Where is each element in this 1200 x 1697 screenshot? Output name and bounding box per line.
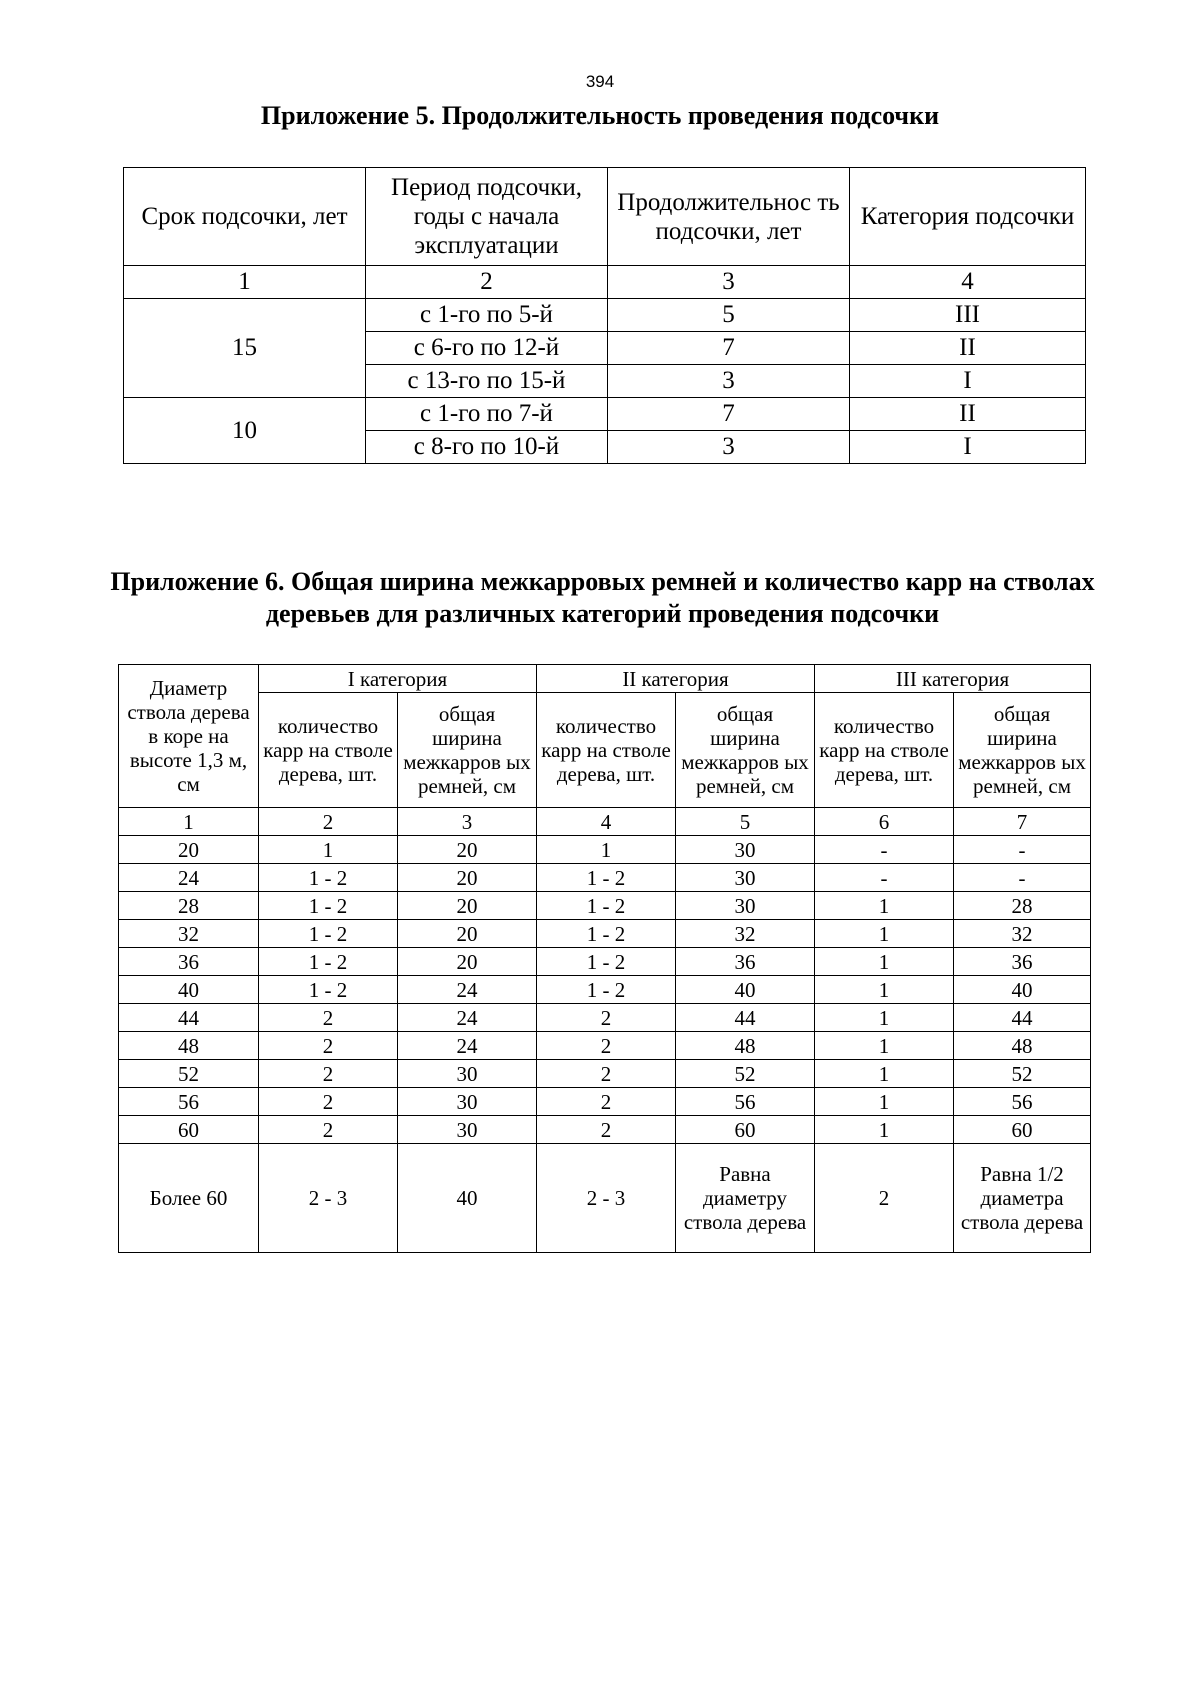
- category-header: II категория: [537, 665, 815, 693]
- table-row: [119, 1144, 1091, 1253]
- value-cell: -: [954, 836, 1091, 864]
- value-cell: 24: [398, 1032, 537, 1060]
- column-number: 2: [366, 266, 608, 299]
- header-cell: Категория подсочки: [850, 168, 1086, 266]
- column-number: 2: [259, 808, 398, 836]
- appendix5-title: Приложение 5. Продолжительность проведения подсочки: [260, 101, 940, 130]
- value-cell: 20: [398, 836, 537, 864]
- diameter-cell: Более 60: [119, 1144, 259, 1253]
- period-cell: с 1-го по 5-й: [366, 299, 608, 332]
- value-cell: 24: [398, 976, 537, 1004]
- value-cell: 28: [954, 892, 1091, 920]
- duration-cell: 7: [608, 398, 850, 431]
- value-cell: 2: [259, 1088, 398, 1116]
- table-row: [119, 1004, 1091, 1032]
- column-number: 1: [124, 266, 366, 299]
- value-cell: 1 - 2: [537, 948, 676, 976]
- column-number: 4: [537, 808, 676, 836]
- value-cell: 48: [954, 1032, 1091, 1060]
- table-row: [119, 920, 1091, 948]
- value-cell: 20: [398, 920, 537, 948]
- sub-header-count: количество карр на стволе дерева, шт.: [259, 693, 398, 808]
- table-row: [119, 976, 1091, 1004]
- value-cell: 44: [954, 1004, 1091, 1032]
- value-cell: 1 - 2: [537, 892, 676, 920]
- period-cell: с 8-го по 10-й: [366, 431, 608, 464]
- value-cell: 52: [954, 1060, 1091, 1088]
- value-cell: Равна 1/2 диаметра ствола дерева: [954, 1144, 1091, 1253]
- value-cell: 20: [398, 948, 537, 976]
- value-cell: 1 - 2: [259, 892, 398, 920]
- category-header-row: [119, 665, 1091, 693]
- table-row: [119, 1032, 1091, 1060]
- sub-header-width: общая ширина межкарров ых ремней, см: [954, 693, 1091, 808]
- column-number: 4: [850, 266, 1086, 299]
- term-cell: 10: [124, 398, 366, 464]
- duration-cell: 3: [608, 431, 850, 464]
- value-cell: 56: [954, 1088, 1091, 1116]
- diameter-cell: 44: [119, 1004, 259, 1032]
- diameter-cell: 20: [119, 836, 259, 864]
- column-number-row: [124, 266, 1086, 299]
- value-cell: 1 - 2: [537, 976, 676, 1004]
- value-cell: 24: [398, 1004, 537, 1032]
- category-cell: I: [850, 431, 1086, 464]
- value-cell: 1: [537, 836, 676, 864]
- value-cell: 36: [676, 948, 815, 976]
- sub-header-count: количество карр на стволе дерева, шт.: [537, 693, 676, 808]
- sub-header-row: [119, 693, 1091, 808]
- value-cell: 20: [398, 892, 537, 920]
- value-cell: 1 - 2: [259, 920, 398, 948]
- category-header: I категория: [259, 665, 537, 693]
- period-cell: с 1-го по 7-й: [366, 398, 608, 431]
- value-cell: 20: [398, 864, 537, 892]
- table-header-row: [124, 168, 1086, 266]
- value-cell: 44: [676, 1004, 815, 1032]
- term-cell: 15: [124, 299, 366, 398]
- period-cell: с 6-го по 12-й: [366, 332, 608, 365]
- value-cell: 2 - 3: [259, 1144, 398, 1253]
- header-cell: Период подсочки, годы с начала эксплуатации: [366, 168, 608, 266]
- value-cell: 1: [815, 1116, 954, 1144]
- value-cell: 1 - 2: [259, 864, 398, 892]
- sub-header-width: общая ширина межкарров ых ремней, см: [676, 693, 815, 808]
- value-cell: 1: [815, 976, 954, 1004]
- value-cell: -: [815, 864, 954, 892]
- value-cell: -: [815, 836, 954, 864]
- column-number-row: [119, 808, 1091, 836]
- value-cell: 40: [398, 1144, 537, 1253]
- value-cell: 40: [676, 976, 815, 1004]
- diameter-cell: 56: [119, 1088, 259, 1116]
- value-cell: -: [954, 864, 1091, 892]
- header-cell: Продолжительнос ть подсочки, лет: [608, 168, 850, 266]
- diameter-cell: 24: [119, 864, 259, 892]
- diameter-cell: 32: [119, 920, 259, 948]
- sub-header-width: общая ширина межкарров ых ремней, см: [398, 693, 537, 808]
- duration-cell: 5: [608, 299, 850, 332]
- value-cell: 2: [537, 1116, 676, 1144]
- value-cell: 30: [676, 864, 815, 892]
- diameter-header: Диаметр ствола дерева в коре на высоте 1,3 м, см: [119, 665, 259, 808]
- value-cell: 48: [676, 1032, 815, 1060]
- table-row: [119, 836, 1091, 864]
- value-cell: 2: [815, 1144, 954, 1253]
- duration-cell: 7: [608, 332, 850, 365]
- value-cell: 1: [815, 1032, 954, 1060]
- value-cell: 1 - 2: [259, 948, 398, 976]
- value-cell: 30: [398, 1116, 537, 1144]
- category-cell: III: [850, 299, 1086, 332]
- value-cell: 2: [537, 1088, 676, 1116]
- table-row: [119, 1116, 1091, 1144]
- value-cell: 1 - 2: [537, 920, 676, 948]
- value-cell: 52: [676, 1060, 815, 1088]
- value-cell: 1: [815, 892, 954, 920]
- value-cell: 2: [537, 1060, 676, 1088]
- category-cell: II: [850, 332, 1086, 365]
- table-row: [124, 299, 1086, 332]
- value-cell: 1: [815, 1060, 954, 1088]
- period-cell: с 13-го по 15-й: [366, 365, 608, 398]
- page-number: 394: [585, 72, 615, 91]
- category-cell: II: [850, 398, 1086, 431]
- diameter-cell: 28: [119, 892, 259, 920]
- column-number: 5: [676, 808, 815, 836]
- value-cell: 30: [398, 1060, 537, 1088]
- column-number: 7: [954, 808, 1091, 836]
- header-cell: Срок подсочки, лет: [124, 168, 366, 266]
- column-number: 3: [398, 808, 537, 836]
- table-row: [119, 948, 1091, 976]
- value-cell: 32: [954, 920, 1091, 948]
- value-cell: 60: [676, 1116, 815, 1144]
- sub-header-count: количество карр на стволе дерева, шт.: [815, 693, 954, 808]
- value-cell: 1: [815, 1004, 954, 1032]
- column-number: 1: [119, 808, 259, 836]
- value-cell: 40: [954, 976, 1091, 1004]
- value-cell: 2: [537, 1004, 676, 1032]
- value-cell: Равна диаметру ствола дерева: [676, 1144, 815, 1253]
- value-cell: 36: [954, 948, 1091, 976]
- value-cell: 30: [398, 1088, 537, 1116]
- value-cell: 60: [954, 1116, 1091, 1144]
- diameter-cell: 60: [119, 1116, 259, 1144]
- table-row: [119, 1060, 1091, 1088]
- appendix6-table: [118, 664, 1091, 1253]
- value-cell: 2 - 3: [537, 1144, 676, 1253]
- appendix6-title: Приложение 6. Общая ширина межкарровых ремней и количество карр на стволах деревьев для различных категорий проведения подсочки: [110, 567, 1095, 628]
- table-row: [119, 1088, 1091, 1116]
- column-number: 3: [608, 266, 850, 299]
- value-cell: 1 - 2: [259, 976, 398, 1004]
- value-cell: 56: [676, 1088, 815, 1116]
- column-number: 6: [815, 808, 954, 836]
- diameter-cell: 36: [119, 948, 259, 976]
- value-cell: 2: [259, 1060, 398, 1088]
- value-cell: 1: [815, 1088, 954, 1116]
- value-cell: 1: [815, 948, 954, 976]
- duration-cell: 3: [608, 365, 850, 398]
- diameter-cell: 40: [119, 976, 259, 1004]
- table-row: [119, 864, 1091, 892]
- appendix5-table: [123, 167, 1086, 464]
- category-header: III категория: [815, 665, 1091, 693]
- value-cell: 30: [676, 836, 815, 864]
- value-cell: 2: [259, 1032, 398, 1060]
- value-cell: 2: [259, 1116, 398, 1144]
- table-row: [119, 892, 1091, 920]
- diameter-cell: 48: [119, 1032, 259, 1060]
- value-cell: 30: [676, 892, 815, 920]
- table-row: [124, 398, 1086, 431]
- value-cell: 2: [537, 1032, 676, 1060]
- value-cell: 32: [676, 920, 815, 948]
- value-cell: 1 - 2: [537, 864, 676, 892]
- value-cell: 1: [259, 836, 398, 864]
- value-cell: 2: [259, 1004, 398, 1032]
- value-cell: 1: [815, 920, 954, 948]
- diameter-cell: 52: [119, 1060, 259, 1088]
- category-cell: I: [850, 365, 1086, 398]
